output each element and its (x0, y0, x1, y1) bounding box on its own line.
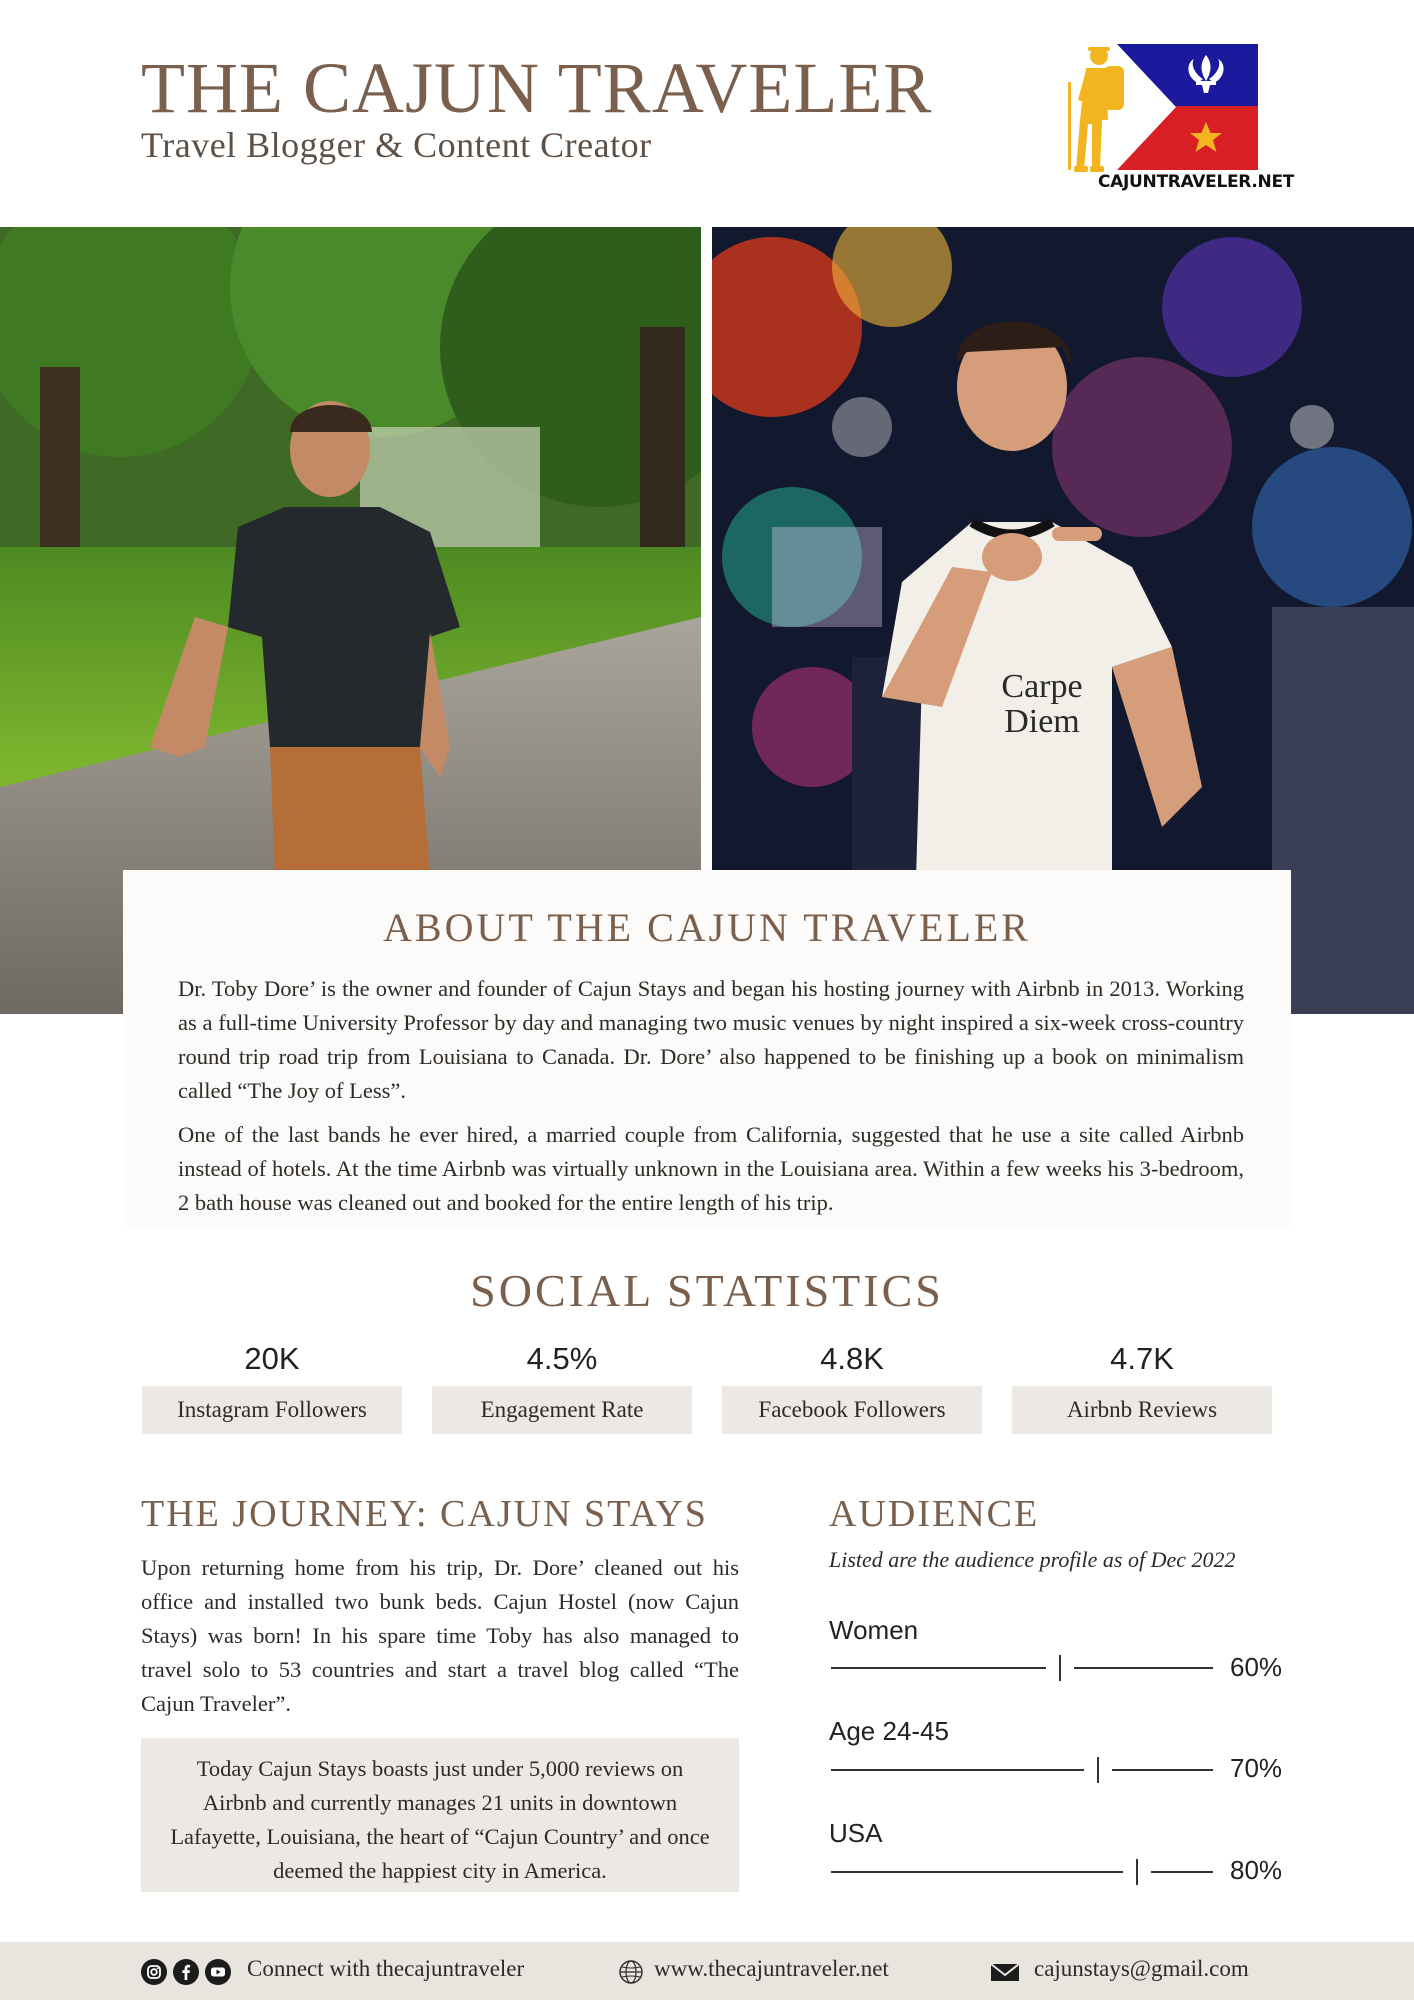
stat-airbnb-reviews (1012, 1338, 1272, 1434)
about-paragraph: One of the last bands he ever hired, a married couple from California, suggested that he use a site called Airbnb instead of hotels. At the time Airbnb was virtually unknown in the Louisiana area. Within a few weeks his 3-bedroom, 2 bath house was cleaned out and booked for the entire length of his trip. (178, 1122, 1244, 1215)
about-paragraph: Dr. Toby Dore’ is the owner and founder of Cajun Stays and began his hosting journey with Airbnb in 2013. Working as a full-time University Professor by day and managing two music venues by night inspired a six-week cross-country round trip road trip from Louisiana to Canada. Dr. Dore’ also happened to be finishing up a book on minimalism called “The Joy of Less”. (178, 976, 1244, 1103)
mail-icon (990, 1959, 1020, 1985)
audience-bar-usa (831, 1871, 1213, 1873)
email-link[interactable]: cajunstays@gmail.com (1034, 1956, 1249, 1981)
stat-facebook-followers (722, 1338, 982, 1434)
youtube-icon[interactable] (205, 1959, 231, 1985)
website-link[interactable]: www.thecajuntraveler.net (654, 1956, 889, 1981)
audience-marker (1136, 1859, 1138, 1885)
audience-marker (1059, 1655, 1061, 1681)
stat-engagement-rate (432, 1338, 692, 1434)
audience-bar-age (831, 1769, 1213, 1771)
social-statistics-title: SOCIAL STATISTICS (470, 1265, 944, 1316)
audience-label-women: Women (829, 1615, 919, 1645)
svg-text:Carpe: Carpe (1001, 668, 1083, 705)
journey-paragraph: Upon returning home from his trip, Dr. Dore’ cleaned out his office and installed two bunk beds. Cajun Hostel (now Cajun Stays) was born! In his spare time Toby has also managed to travel solo to 53 countries and start a travel blog called “The Cajun Traveler”. (141, 1555, 739, 1716)
audience-percent-women: 60% (1230, 1652, 1283, 1682)
page-title: THE CAJUN TRAVELER (141, 48, 933, 128)
globe-icon (618, 1959, 644, 1985)
journey-highlight-text: Today Cajun Stays boasts just under 5,000 reviews on Airbnb and currently manages 21 units in downtown Lafayette, Louisiana, the heart of “Cajun Country’ and once deemed the happiest city in America. (170, 1756, 710, 1883)
audience-percent-usa: 80% (1230, 1855, 1283, 1885)
stat-value: 4.8K (820, 1341, 884, 1376)
stat-label: Facebook Followers (722, 1386, 982, 1434)
stat-value: 20K (244, 1341, 300, 1376)
audience-title: AUDIENCE (829, 1493, 1040, 1535)
journey-highlight-box (141, 1738, 739, 1892)
about-title: ABOUT THE CAJUN TRAVELER (383, 905, 1031, 950)
audience-label-usa: USA (829, 1818, 883, 1848)
stat-instagram-followers (142, 1338, 402, 1434)
audience-label-age: Age 24-45 (829, 1716, 949, 1746)
stat-label: Instagram Followers (142, 1386, 402, 1434)
stat-value: 4.7K (1110, 1341, 1174, 1376)
facebook-icon[interactable] (173, 1959, 199, 1985)
logo-url-text: CAJUNTRAVELER.NET (1098, 172, 1295, 192)
about-section (123, 870, 1291, 1226)
footer-contact-bar (0, 1942, 1414, 2000)
instagram-icon[interactable] (141, 1959, 167, 1985)
page-subtitle: Travel Blogger & Content Creator (141, 125, 652, 165)
journey-title: THE JOURNEY: CAJUN STAYS (141, 1493, 708, 1535)
audience-bar-women (831, 1667, 1213, 1669)
audience-marker (1097, 1757, 1099, 1783)
audience-subtitle: Listed are the audience profile as of Dec 2022 (829, 1547, 1236, 1572)
svg-text:Diem: Diem (1004, 703, 1080, 740)
audience-percent-age: 70% (1230, 1753, 1283, 1783)
stat-value: 4.5% (526, 1341, 598, 1376)
connect-text: Connect with thecajuntraveler (247, 1956, 525, 1981)
stat-label: Engagement Rate (432, 1386, 692, 1434)
stat-label: Airbnb Reviews (1012, 1386, 1272, 1434)
